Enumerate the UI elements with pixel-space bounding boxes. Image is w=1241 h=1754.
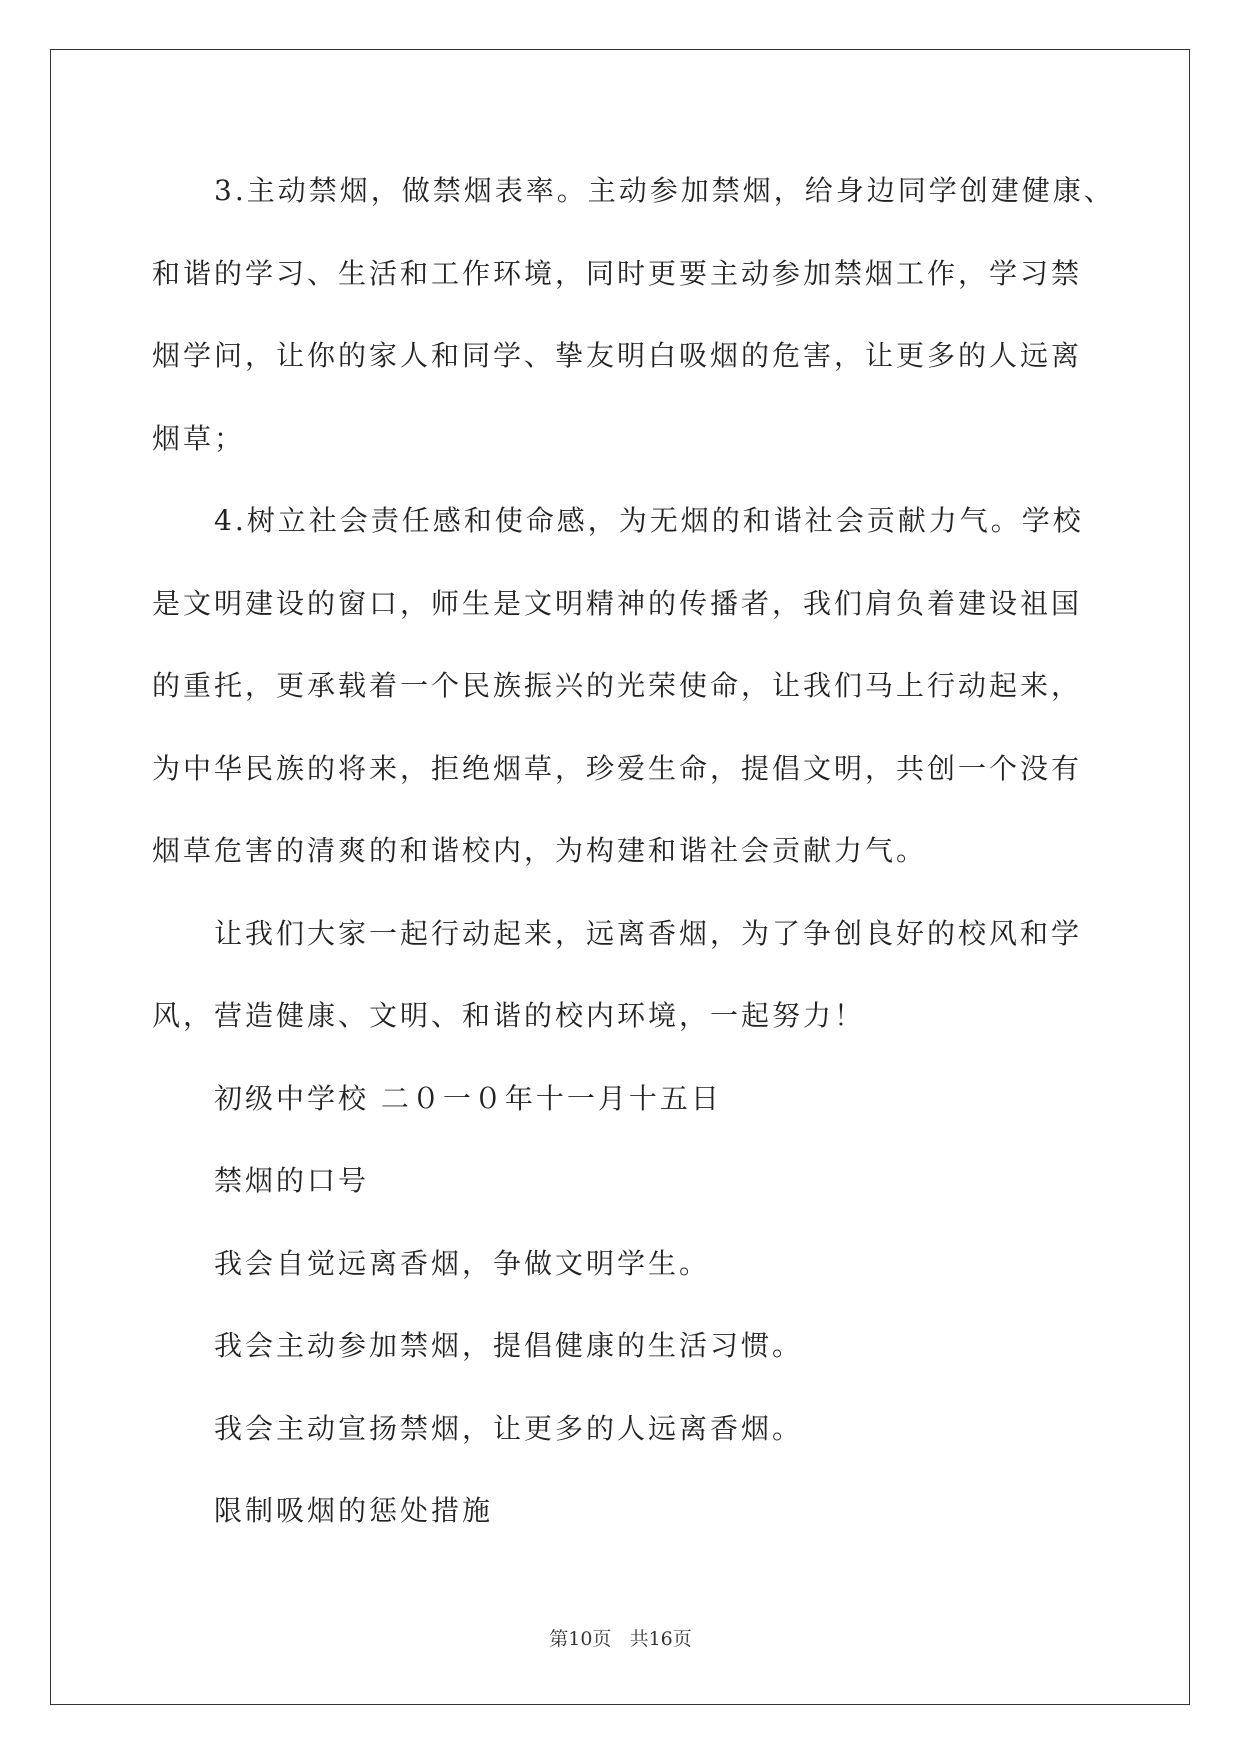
text-line-7: 的重托，更承载着一个民族振兴的光荣使命，让我们马上行动起来， [152,669,1083,702]
text-line-9: 烟草危害的清爽的和谐校内，为构建和谐社会贡献力气。 [152,834,928,867]
text-line-2: 和谐的学习、生活和工作环境，同时更要主动参加禁烟工作，学习禁 [152,256,1083,290]
penalty-heading: 限制吸烟的惩处措施 [214,1494,494,1527]
page-footer [0,1624,1241,1651]
slogan-line-2: 我会主动参加禁烟，提倡健康的生活习惯。 [214,1329,804,1362]
slogan-line-3: 我会主动宣扬禁烟，让更多的人远离香烟。 [214,1411,804,1445]
slogan-heading: 禁烟的口号 [214,1164,370,1197]
text-line-4: 烟草； [152,421,246,455]
text-line-5: 4.树立社会责任感和使命感，为无烟的和谐社会贡献力气。学校 [214,504,1084,537]
text-line-11: 风，营造健康、文明、和谐的校内环境，一起努力！ [152,999,866,1032]
text-line-1: 3.主动禁烟，做禁烟表率。主动参加禁烟，给身边同学创建健康、 [214,174,1115,207]
page-total: 共16页 [629,1628,692,1650]
page-number: 第10页 [549,1628,612,1650]
text-line-6: 是文明建设的窗口，师生是文明精神的传播者，我们肩负着建设祖国 [152,586,1083,620]
text-line-3: 烟学问，让你的家人和同学、挚友明白吸烟的危害，让更多的人远离 [152,339,1083,372]
text-line-10: 让我们大家一起行动起来，远离香烟，为了争创良好的校风和学 [214,916,1083,950]
slogan-line-1: 我会自觉远离香烟，争做文明学生。 [214,1246,711,1280]
signature-date-line: 初级中学校 二０一０年十一月十五日 [214,1081,722,1115]
text-line-8: 为中华民族的将来，拒绝烟草，珍爱生命，提倡文明，共创一个没有 [152,751,1083,785]
document-body [152,165,1115,1568]
